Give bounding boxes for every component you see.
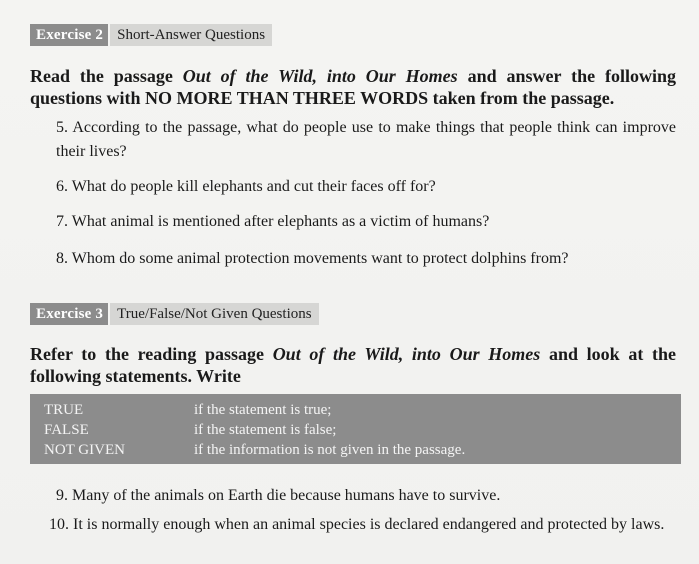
question-6 — [56, 175, 676, 199]
legend-term: NOT GIVEN — [44, 442, 125, 458]
legend-definition: if the statement is true; — [194, 402, 332, 418]
exercise-2-instruction — [30, 65, 676, 109]
legend-term: TRUE — [44, 402, 84, 418]
question-9 — [56, 484, 676, 508]
question-number: 6. — [56, 178, 68, 195]
legend-definition: if the information is not given in the passage. — [194, 442, 466, 458]
exercise-3-header — [30, 303, 319, 325]
question-5 — [56, 116, 676, 164]
passage-title: Out of the Wild, into Our Homes — [272, 344, 541, 364]
answer-key-legend — [30, 394, 681, 464]
instruction-text-after: and answer the following questions with NO MORE THAN THREE WORDS taken from the passage. — [30, 66, 676, 108]
question-text: Whom do some animal protection movements want to protect dolphins from? — [71, 250, 569, 267]
question-number: 7. — [56, 213, 68, 230]
question-text: Many of the animals on Earth die because humans have to survive. — [72, 487, 501, 504]
exercise-2-label: Exercise 2 — [30, 24, 108, 46]
exercise-3-title: True/False/Not Given Questions — [108, 303, 318, 325]
question-text: According to the passage, what do people use to make things that people think can improve their lives? — [56, 119, 676, 160]
question-number: 5. — [56, 119, 68, 136]
exercise-2-title: Short-Answer Questions — [108, 24, 272, 46]
question-text: It is normally enough when an animal species is declared endangered and protected by laws. — [73, 516, 665, 533]
legend-row-false — [44, 420, 674, 440]
exercise-3-instruction — [30, 343, 676, 387]
exercise-3-label: Exercise 3 — [30, 303, 108, 325]
legend-definition: if the statement is false; — [194, 422, 337, 438]
question-number: 9. — [56, 487, 68, 504]
question-text: What animal is mentioned after elephants as a victim of humans? — [71, 213, 490, 230]
question-number: 10. — [49, 516, 69, 533]
instruction-text-after: and look at the following statements. Write — [30, 344, 676, 386]
legend-term: FALSE — [44, 422, 89, 438]
question-8 — [56, 247, 676, 271]
question-10 — [49, 513, 676, 537]
passage-title: Out of the Wild, into Our Homes — [182, 66, 458, 86]
legend-row-not-given — [44, 440, 674, 460]
instruction-text-before: Read the passage — [30, 66, 183, 86]
question-number: 8. — [56, 250, 68, 267]
instruction-text-before: Refer to the reading passage — [30, 344, 273, 364]
question-7 — [56, 210, 676, 234]
exercise-2-header — [30, 24, 272, 46]
question-text: What do people kill elephants and cut their faces off for? — [71, 178, 436, 195]
legend-row-true — [44, 400, 674, 420]
